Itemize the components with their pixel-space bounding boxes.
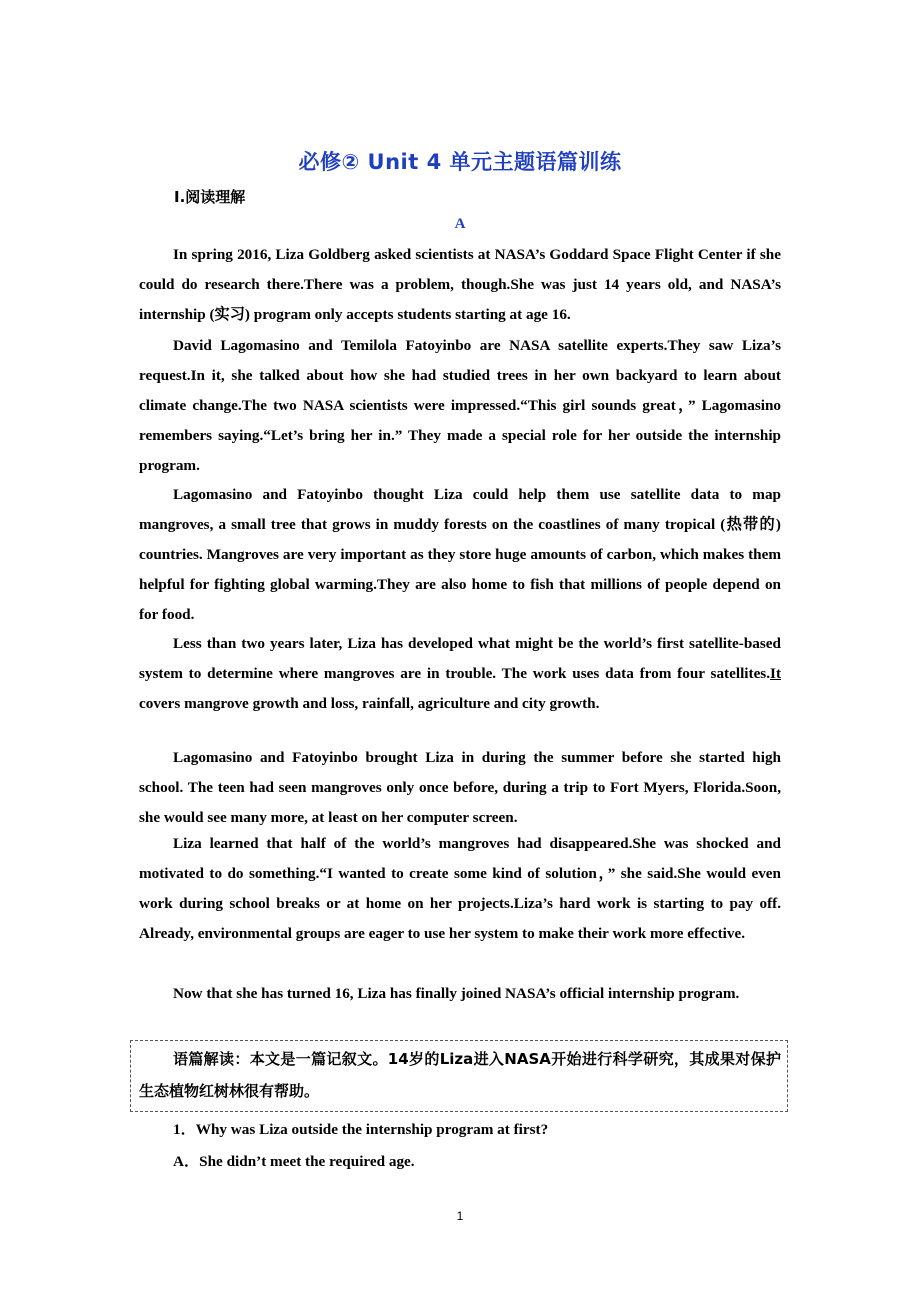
paragraph-2: David Lagomasino and Temilola Fatoyinbo are NASA satellite experts.They saw Liza’s request.In it, she talked about how she had studied trees in her own backyard to learn about climate change.The two NASA scientists were impressed.“This girl sounds great，” Lagomasino remembers saying.“Let’s bring her in.” They made a special role for her outside the internship program. [139, 337, 781, 474]
paragraph-1: In spring 2016, Liza Goldberg asked scientists at NASA’s Goddard Space Flight Center if she could do research there.There was a problem, though.She was just 14 years old, and NASA’s internship (实习) program only accepts students starting at age 16. [139, 246, 781, 323]
page-number: 1 [456, 1209, 464, 1223]
paragraph-7: Now that she has turned 16, Liza has finally joined NASA’s official internship program. [173, 985, 740, 1002]
paragraph-3: Lagomasino and Fatoyinbo thought Liza could help them use satellite data to map mangroves, a small tree that grows in muddy forests on the coastlines of many tropical (热带的) countries. Mangroves are very important as they store huge amounts of carbon, which makes them helpful for fighting global warming.They are also home to fish that millions of people depend on for food. [139, 486, 781, 623]
section-heading: Ⅰ.阅读理解 [174, 188, 246, 206]
reading-note: 语篇解读：本文是一篇记叙文。14岁的Liza进入NASA开始进行科学研究，其成果对保护生态植物红树林很有帮助。 [139, 1050, 781, 1100]
paragraph-5: Lagomasino and Fatoyinbo brought Liza in during the summer before she started high school. The teen had seen mangroves only once before, during a trip to Fort Myers, Florida.Soon, she would see many more, at least on her computer screen. [139, 749, 781, 826]
passage-label: A [454, 216, 466, 232]
question-1: 1．Why was Liza outside the internship program at first? [173, 1121, 549, 1138]
paragraph-4: Less than two years later, Liza has developed what might be the world’s first satellite-based system to determine where mangroves are in trouble. The work uses data from four satellites.It covers mangrove growth and loss, rainfall, agriculture and city growth. [139, 635, 781, 712]
page-title: 必修② Unit 4 单元主题语篇训练 [298, 150, 622, 174]
option-a: A．She didn’t meet the required age. [173, 1153, 415, 1170]
paragraph-6: Liza learned that half of the world’s mangroves had disappeared.She was shocked and motivated to do something.“I wanted to create some kind of solution，” she said.She would even work during school breaks or at home on her projects.Liza’s hard work is starting to pay off. Already, environmental groups are eager to use her system to make their work more effective. [139, 835, 781, 942]
underlined-word: It [770, 665, 781, 682]
